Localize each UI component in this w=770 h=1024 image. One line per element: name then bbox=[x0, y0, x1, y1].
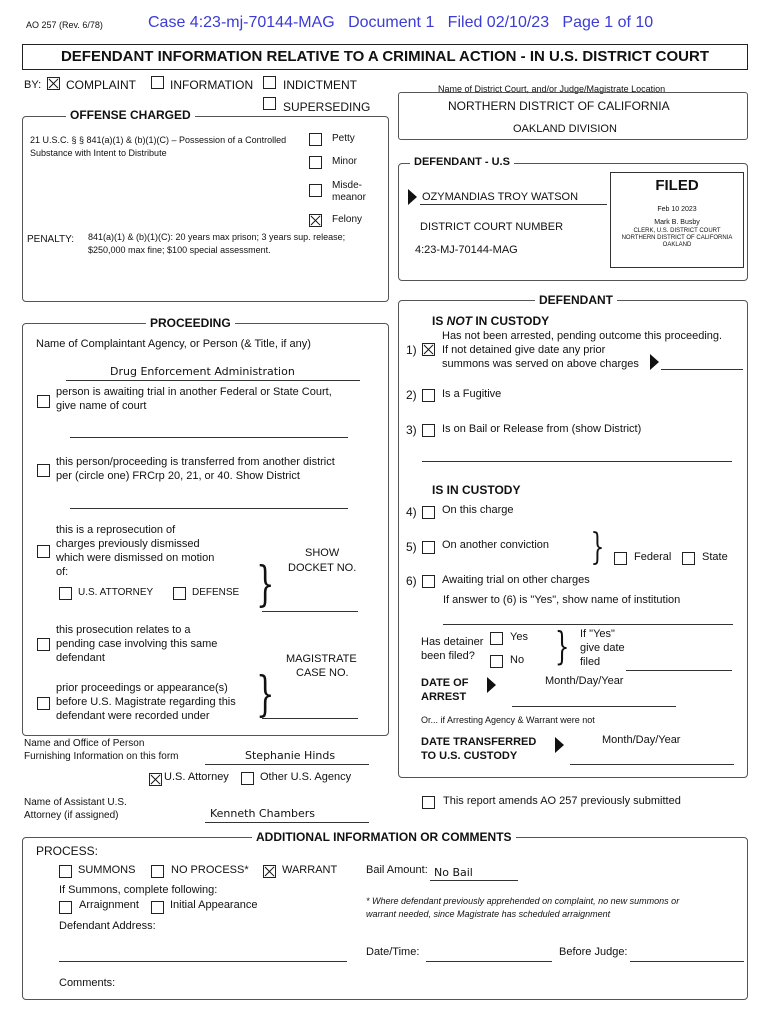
transferred-date-line bbox=[570, 764, 734, 765]
item3-checkbox[interactable] bbox=[422, 424, 435, 437]
awaiting-trial-2: give name of court bbox=[56, 400, 147, 412]
reprosecution-1: this is a reprosecution of bbox=[56, 524, 176, 536]
transferred-checkbox[interactable] bbox=[37, 464, 50, 477]
defense-motion-checkbox[interactable] bbox=[173, 587, 186, 600]
awaiting-trial-1: person is awaiting trial in another Federal or State Court, bbox=[56, 386, 332, 398]
datetime-line bbox=[426, 961, 552, 962]
penalty-line-2: $250,000 max fine; $100 special assessment. bbox=[88, 245, 271, 255]
not-in-custody-pre: IS bbox=[432, 314, 447, 328]
offense-description-1: 21 U.S.C. § § 841(a)(1) & (b)(1)(C) – Possession of a Controlled bbox=[30, 135, 287, 145]
arrest-mdy: Month/Day/Year bbox=[545, 675, 624, 687]
comments-label: Comments: bbox=[59, 977, 116, 989]
relates-checkbox[interactable] bbox=[37, 638, 50, 651]
reprosecution-3: which were dismissed on motion bbox=[56, 552, 215, 564]
item2-checkbox[interactable] bbox=[422, 389, 435, 402]
item6-number: 6) bbox=[406, 574, 417, 588]
bail-line bbox=[430, 880, 518, 881]
defendant-name-line bbox=[420, 204, 607, 205]
address-line bbox=[59, 961, 347, 962]
transferred-2: per (circle one) FRCrp 20, 21, or 40. Show District bbox=[56, 470, 300, 482]
us-attorney-label: U.S. Attorney bbox=[164, 771, 229, 783]
item4-label: On this charge bbox=[442, 504, 514, 516]
brace-icon: } bbox=[590, 527, 605, 568]
pointer-arrow-icon bbox=[650, 354, 659, 370]
penalty-line-1: 841(a)(1) & (b)(1)(C): 20 years max prison; 3 years sup. release; bbox=[88, 232, 346, 242]
indictment-checkbox[interactable] bbox=[263, 76, 276, 89]
note-2: warrant needed, since Magistrate has scheduled arraignment bbox=[366, 909, 611, 919]
brace-icon: } bbox=[554, 624, 570, 668]
filed-line-1: CLERK, U.S. DISTRICT COURT bbox=[633, 228, 721, 234]
misdemeanor-label-2: meanor bbox=[332, 192, 366, 203]
detainer-date-line bbox=[626, 670, 732, 671]
item6-label: Awaiting trial on other charges bbox=[442, 574, 590, 586]
detainer-label-1: Has detainer bbox=[421, 636, 484, 648]
item5-checkbox[interactable] bbox=[422, 541, 435, 554]
summons-date-line bbox=[661, 369, 743, 370]
pointer-arrow-icon bbox=[555, 737, 564, 753]
judge-line bbox=[630, 961, 744, 962]
defendant-header: DEFENDANT bbox=[535, 293, 617, 307]
superseding-checkbox[interactable] bbox=[263, 97, 276, 110]
us-attorney-checkbox[interactable] bbox=[149, 773, 162, 786]
datetime-label: Date/Time: bbox=[366, 946, 420, 958]
relates-2: pending case involving this same bbox=[56, 638, 218, 650]
item3-number: 3) bbox=[406, 423, 417, 437]
case-header: Case 4:23-mj-70144-MAG Document 1 Filed 02/10/23 Page 1 of 10 bbox=[148, 14, 654, 31]
state-label: State bbox=[702, 551, 728, 563]
process-label: PROCESS: bbox=[36, 844, 99, 858]
relates-1: this prosecution relates to a bbox=[56, 624, 191, 636]
warrant-checkbox[interactable] bbox=[263, 865, 276, 878]
furnishing-name: Stephanie Hinds bbox=[245, 749, 336, 762]
item1-c: summons was served on above charges bbox=[442, 358, 639, 370]
transferred-label-2: TO U.S. CUSTODY bbox=[421, 750, 518, 762]
prior-2: before U.S. Magistrate regarding this bbox=[56, 696, 236, 708]
superseding-label: SUPERSEDING bbox=[283, 100, 371, 114]
item1-number: 1) bbox=[406, 343, 417, 357]
arraignment-checkbox[interactable] bbox=[59, 901, 72, 914]
show-docket-2: DOCKET NO. bbox=[288, 562, 357, 574]
defendant-name: OZYMANDIAS TROY WATSON bbox=[422, 191, 579, 203]
transferred-1: this person/proceeding is transferred from another district bbox=[56, 456, 335, 468]
agency-label: Name of Complaintant Agency, or Person (& Title, if any) bbox=[36, 338, 311, 350]
summons-label: SUMMONS bbox=[78, 864, 136, 876]
not-in-custody-post: IN CUSTODY bbox=[472, 314, 550, 328]
minor-label: Minor bbox=[332, 156, 358, 167]
summons-checkbox[interactable] bbox=[59, 865, 72, 878]
not-in-custody-not: NOT bbox=[446, 314, 473, 328]
prior-1: prior proceedings or appearance(s) bbox=[56, 682, 228, 694]
amends-label: This report amends AO 257 previously submitted bbox=[443, 795, 681, 807]
arrest-label-1: DATE OF bbox=[421, 677, 469, 689]
court-number-label: DISTRICT COURT NUMBER bbox=[420, 221, 564, 233]
agency-name: Drug Enforcement Administration bbox=[110, 365, 295, 378]
transferred-mdy: Month/Day/Year bbox=[602, 734, 681, 746]
magistrate-1: MAGISTRATE bbox=[286, 653, 357, 665]
if-summons-label: If Summons, complete following: bbox=[59, 884, 218, 896]
court-district: NORTHERN DISTRICT OF CALIFORNIA bbox=[448, 99, 670, 113]
pointer-arrow-icon bbox=[408, 189, 417, 205]
defense-motion-label: DEFENSE bbox=[192, 587, 240, 598]
item2-number: 2) bbox=[406, 388, 417, 402]
note-1: * Where defendant previously apprehended on complaint, no new summons or bbox=[366, 896, 680, 906]
initial-appearance-checkbox[interactable] bbox=[151, 901, 164, 914]
prior-proceedings-checkbox[interactable] bbox=[37, 697, 50, 710]
no-process-label: NO PROCESS* bbox=[171, 864, 249, 876]
before-judge-label: Before Judge: bbox=[559, 946, 628, 958]
offense-header: OFFENSE CHARGED bbox=[66, 108, 195, 122]
indictment-label: INDICTMENT bbox=[283, 78, 357, 92]
district-line bbox=[70, 508, 348, 509]
filed-clerk: Mark B. Busby bbox=[654, 219, 700, 226]
initial-appearance-label: Initial Appearance bbox=[170, 899, 258, 911]
detainer-no-checkbox[interactable] bbox=[490, 655, 503, 668]
misdemeanor-label-1: Misde- bbox=[332, 180, 363, 191]
item3-label: Is on Bail or Release from (show District) bbox=[442, 423, 642, 435]
court-name-line bbox=[70, 437, 348, 438]
information-checkbox[interactable] bbox=[151, 76, 164, 89]
complaint-checkbox[interactable] bbox=[47, 77, 60, 90]
federal-label: Federal bbox=[634, 551, 672, 563]
detainer-yes-label: Yes bbox=[510, 631, 528, 643]
item5-label: On another conviction bbox=[442, 539, 550, 551]
assistant-line bbox=[205, 822, 369, 823]
reprosecution-checkbox[interactable] bbox=[37, 545, 50, 558]
relates-3: defendant bbox=[56, 652, 105, 664]
filed-line-2: NORTHERN DISTRICT OF CALIFORNIA bbox=[621, 235, 733, 241]
transferred-label-1: DATE TRANSFERRED bbox=[421, 736, 537, 748]
in-custody-heading: IS IN CUSTODY bbox=[432, 483, 521, 497]
item4-checkbox[interactable] bbox=[422, 506, 435, 519]
information-label: INFORMATION bbox=[170, 78, 254, 92]
ifyes-3: filed bbox=[580, 656, 601, 668]
brace-icon: } bbox=[256, 666, 275, 722]
or-note: Or... if Arresting Agency & Warrant were not bbox=[421, 715, 595, 725]
proceeding-header: PROCEEDING bbox=[146, 316, 235, 330]
amends-checkbox[interactable] bbox=[422, 796, 435, 809]
detainer-label-2: been filed? bbox=[421, 650, 475, 662]
felony-label: Felony bbox=[332, 214, 363, 225]
arrest-label-2: ARREST bbox=[421, 691, 467, 703]
other-agency-checkbox[interactable] bbox=[241, 772, 254, 785]
court-number: 4:23-MJ-70144-MAG bbox=[415, 244, 518, 256]
arraignment-label: Arraignment bbox=[79, 899, 139, 911]
item6-note: If answer to (6) is "Yes", show name of institution bbox=[443, 594, 681, 606]
warrant-label: WARRANT bbox=[282, 864, 338, 876]
petty-label: Petty bbox=[332, 133, 355, 144]
form-id: AO 257 (Rev. 6/78) bbox=[26, 20, 103, 30]
felony-checkbox[interactable] bbox=[309, 214, 322, 227]
furnishing-label-1: Name and Office of Person bbox=[24, 738, 145, 749]
magistrate-case-line bbox=[262, 718, 358, 719]
item5-number: 5) bbox=[406, 540, 417, 554]
arrest-date-line bbox=[512, 706, 676, 707]
by-label: BY: bbox=[24, 79, 42, 91]
docket-line bbox=[262, 611, 358, 612]
court-label: Name of District Court, and/or Judge/Magistrate Location bbox=[438, 84, 666, 94]
agency-line bbox=[66, 380, 360, 381]
form-title: DEFENDANT INFORMATION RELATIVE TO A CRIMINAL ACTION - IN U.S. DISTRICT COURT bbox=[22, 44, 748, 70]
detainer-yes-checkbox[interactable] bbox=[490, 632, 503, 645]
court-division: OAKLAND DIVISION bbox=[513, 123, 617, 135]
item6-checkbox[interactable] bbox=[422, 575, 435, 588]
bail-label: Bail Amount: bbox=[366, 864, 428, 876]
detainer-no-label: No bbox=[510, 654, 525, 666]
petty-checkbox[interactable] bbox=[309, 133, 322, 146]
filed-line-3: OAKLAND bbox=[662, 242, 692, 248]
us-attorney-motion-checkbox[interactable] bbox=[59, 587, 72, 600]
defendant-us-header: DEFENDANT - U.S bbox=[410, 156, 514, 168]
bail-value: No Bail bbox=[434, 866, 473, 879]
defendant-address-label: Defendant Address: bbox=[59, 920, 156, 932]
reprosecution-2: charges previously dismissed bbox=[56, 538, 200, 550]
penalty-label: PENALTY: bbox=[27, 234, 75, 245]
federal-checkbox[interactable] bbox=[614, 552, 627, 565]
reprosecution-4: of: bbox=[56, 566, 69, 578]
magistrate-2: CASE NO. bbox=[296, 667, 349, 679]
state-checkbox[interactable] bbox=[682, 552, 695, 565]
misdemeanor-checkbox[interactable] bbox=[309, 184, 322, 197]
item4-number: 4) bbox=[406, 505, 417, 519]
ifyes-1: If "Yes" bbox=[580, 628, 615, 640]
filed-stamp bbox=[610, 172, 744, 268]
institution-line bbox=[443, 624, 733, 625]
filed-title: FILED bbox=[655, 177, 699, 194]
filed-date: Feb 10 2023 bbox=[657, 206, 697, 213]
minor-checkbox[interactable] bbox=[309, 156, 322, 169]
item1-a: Has not been arrested, pending outcome this proceeding. bbox=[442, 330, 723, 342]
item2-label: Is a Fugitive bbox=[442, 388, 502, 400]
show-docket-1: SHOW bbox=[305, 547, 340, 559]
us-attorney-motion-label: U.S. ATTORNEY bbox=[78, 587, 154, 598]
item1-checkbox[interactable] bbox=[422, 343, 435, 356]
complaint-label: COMPLAINT bbox=[66, 78, 137, 92]
bail-district-line bbox=[422, 461, 732, 462]
furnishing-label-2: Furnishing Information on this form bbox=[24, 751, 179, 762]
pointer-arrow-icon bbox=[487, 677, 496, 693]
additional-header: ADDITIONAL INFORMATION OR COMMENTS bbox=[252, 830, 516, 844]
ifyes-2: give date bbox=[580, 642, 625, 654]
offense-description-2: Substance with Intent to Distribute bbox=[30, 148, 167, 158]
furnishing-line bbox=[205, 764, 369, 765]
not-in-custody-heading bbox=[432, 314, 549, 328]
item1-b: If not detained give date any prior bbox=[442, 344, 606, 356]
assistant-label-2: Attorney (if assigned) bbox=[24, 810, 119, 821]
awaiting-trial-checkbox[interactable] bbox=[37, 395, 50, 408]
assistant-name: Kenneth Chambers bbox=[210, 807, 316, 820]
no-process-checkbox[interactable] bbox=[151, 865, 164, 878]
brace-icon: } bbox=[256, 556, 275, 612]
assistant-label-1: Name of Assistant U.S. bbox=[24, 797, 127, 808]
other-agency-label: Other U.S. Agency bbox=[260, 771, 352, 783]
prior-3: defendant were recorded under bbox=[56, 710, 210, 722]
